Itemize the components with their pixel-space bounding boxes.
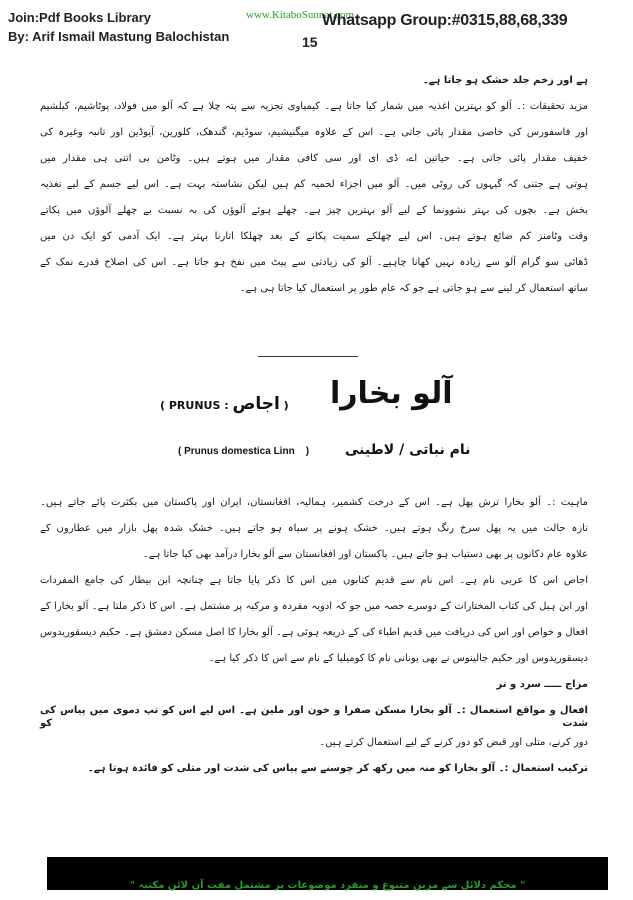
section-one bbox=[40, 68, 588, 302]
alt-name-latin: PRUNUS bbox=[168, 399, 221, 412]
paragraph-line: اور فاسفورس کی خاصی مقدار پائی جاتی ہے۔ اس کے علاوہ میگنیشیم، سوڈیم، گندھک، کلورین، آیوڈین اور تانبہ وغیرہ کی bbox=[40, 127, 588, 138]
paragraph-line: ساتھ استعمال کر لینے سے ہو جاتی ہے جو کہ عام طور پر استعمال کیا جاتا ہی ہے۔ bbox=[239, 283, 588, 294]
paragraph-line: ڈھائی سو گرام آلو سے زیادہ نہیں کھانا چاہیے۔ آلو کی زیادتی سے پیٹ میں نفخ ہو جاتا ہے۔ اس کی اصلاح قدرے نمک کے bbox=[40, 257, 588, 268]
paragraph-line: علاوہ عام دکانوں پر بھی دستیاب ہو جاتے ہیں۔ پاکستان اور افغانستان سے آلو بخارا درآمد بھی کیا جاتا ہے۔ bbox=[142, 549, 588, 560]
paragraph-line: افعال و خواص اور اس کی دریافت میں قدیم اطباء کی کے ذریعہ ہوئی ہے۔ آلو بخارا کا اصل مسکن دمشق ہے۔ حکیم دیسقوریدوس bbox=[40, 627, 588, 638]
paragraph-line: تازہ حالت میں یہ پھل سرخ رنگ ہوتے ہیں۔ خشک ہونے پر سیاہ ہو جاتے ہیں۔ خشک شدہ پھل بازار میں عطاروں کے bbox=[40, 523, 588, 534]
paragraph-line: ماہیت :۔ آلو بخارا ترش پھل ہے۔ اس کے درخت کشمیر، ہمالیہ، افغانستان، ایران اور پاکستان میں بکثرت پائے جاتے ہیں۔ bbox=[40, 497, 588, 508]
footer-text: " محکم دلائل سے مزین متنوع و منفرد موضوعات پر مشتمل مفت آن لائن مکتبہ " bbox=[129, 880, 526, 891]
entry-title: آلو بخارا bbox=[330, 376, 453, 411]
paragraph-line: دور کرنے، متلی اور قبض کو دور کرنے کے لیے استعمال کرتے ہیں۔ bbox=[319, 737, 588, 748]
uploader-credit: By: Arif Ismail Mastung Balochistan bbox=[8, 29, 230, 44]
paragraph-line: مزید تحقیقات :۔ آلو کو بہترین اغذیہ میں شمار کیا جاتا ہے۔ کیمیاوی تجزیہ سے پتہ چلا ہے کہ آلو میں فولاد، پوٹاشیم، کیلشیم bbox=[40, 101, 588, 112]
paragraph-line: خفیف مقدار پائی جاتی ہے۔ حیاتین اے، ڈی ای اور سی کافی مقدار میں ہوتے ہیں۔ وٹامن بی اتنی ہی مقدار میں bbox=[40, 153, 588, 164]
website-watermark: www.KitaboSunnat.com bbox=[246, 9, 355, 21]
paragraph-line: ترکیب استعمال :۔ آلو بخارا کو منہ میں رکھ کر چوسنے سے پیاس کی شدت اور متلی کو فائدہ ہوتا ہے۔ bbox=[87, 763, 588, 774]
page-number: 15 bbox=[302, 34, 318, 50]
paragraph-line: اور ابن ہبل کی کتاب المختارات کے دوسرے حصہ میں جو کہ ادویہ مفردہ و مرکبہ پر مشتمل ہے۔ اس کا ذکر ملتا ہے۔ آلو بخارا کے bbox=[40, 601, 588, 612]
paragraph-line: افعال و مواقع استعمال :۔ آلو بخارا مسکن صفرا و خون اور ملین ہے۔ اس لیے اس کو تپ دموی میں پیاس کی شدت کو bbox=[40, 705, 588, 729]
paragraph-line: بخش ہے۔ بچوں کی بہتر نشوونما کے لیے آلو بہترین چیز ہے۔ چھلے ہوئے آلوؤں کی بہ نسبت بے چھلے آلوؤں میں پکاتے bbox=[40, 205, 588, 216]
paragraph-line: وقت وٹامنز کم ضائع ہوتے ہیں۔ اس لیے چھلکے سمیت پکانے کے بعد چھلکا اتارنا بہتر ہے۔ ایک آدمی کو ایک دن میں bbox=[40, 231, 588, 242]
botanic-name-label: نام نباتی / لاطینی bbox=[345, 442, 471, 458]
botanic-name: ( Prunus domestica Linn ) bbox=[178, 446, 310, 457]
section-divider bbox=[258, 356, 358, 357]
entry-alt-name: ( PRUNUS : اجاص ) bbox=[160, 394, 289, 414]
whatsapp-group-text: Whatsapp Group:#0315,88,68,339 bbox=[322, 12, 568, 29]
paragraph-line: اجاص اس کا عربی نام ہے۔ اس نام سے قدیم کتابوں میں اس کا ذکر پایا جاتا ہے چنانچہ ابن بیطار کی جامع المفردات bbox=[40, 575, 588, 586]
alt-name-urdu: اجاص bbox=[232, 394, 280, 414]
paragraph-line: دیسقوریدوس اور حکیم جالینوس نے بھی یونانی نام کا کومیلیا کے نام سے اس کا ذکر کیا ہے۔ bbox=[208, 653, 588, 664]
botanic-name-value: Prunus domestica Linn bbox=[184, 446, 295, 457]
library-join-text: Join:Pdf Books Library bbox=[8, 10, 152, 25]
paragraph-line: ہوتی ہے جتنی کہ گیہوں کی روٹی میں۔ آلو میں اجزاء لحمیہ کم ہیں لیکن نشاستہ بہت ہے۔ اس لیے جسم کے لیے تغذیہ bbox=[40, 179, 588, 190]
section-two bbox=[40, 490, 588, 782]
mizaj-heading: مزاج ـــــ سرد و تر bbox=[496, 679, 588, 690]
paragraph-line: ہے اور زخم جلد خشک ہو جاتا ہے۔ bbox=[422, 75, 588, 86]
